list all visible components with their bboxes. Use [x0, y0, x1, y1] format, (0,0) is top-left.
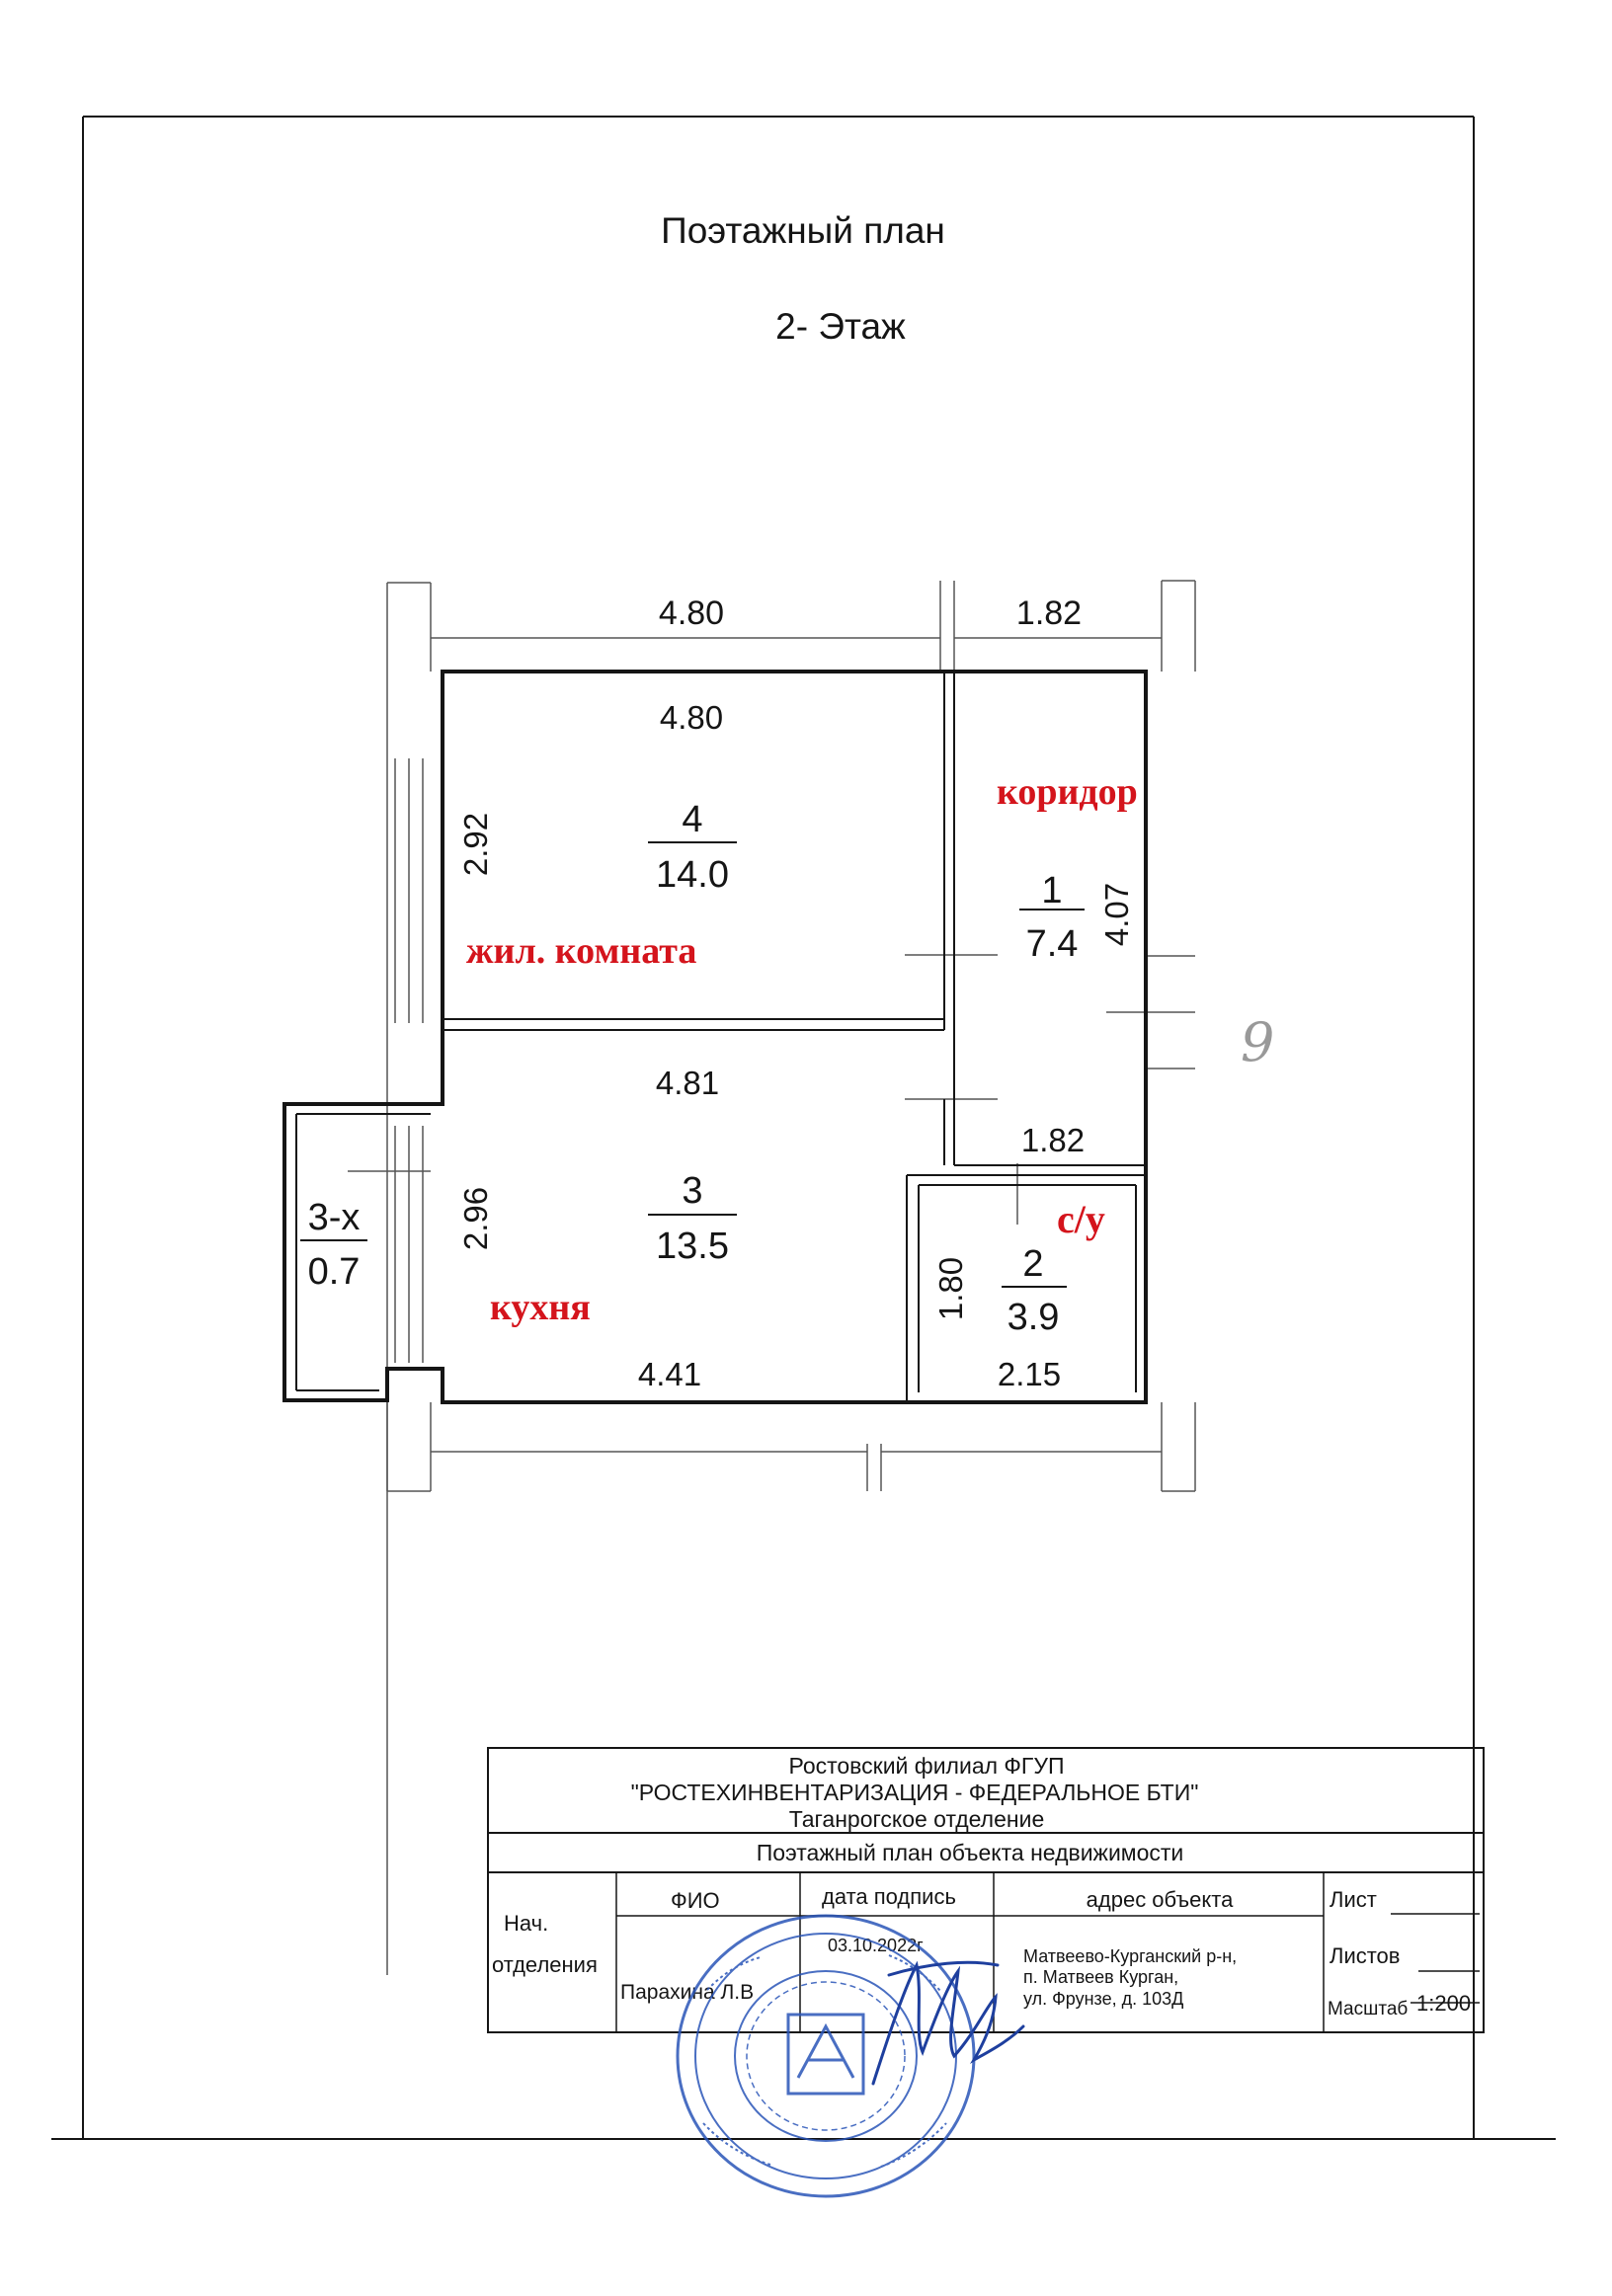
room-3-number: 3	[682, 1170, 703, 1212]
fio-header: ФИО	[671, 1888, 720, 1913]
role-line-2: отделения	[492, 1952, 598, 1977]
room-1-label: коридор	[997, 771, 1138, 813]
address-line-1: Матвеево-Курганский р-н,	[1023, 1946, 1238, 1966]
room-4-label: жил. комната	[466, 930, 697, 972]
balcony-area: 0.7	[307, 1251, 361, 1293]
handwritten-mark: 9	[1241, 1011, 1275, 1073]
dim-outer-top-right: 1.82	[1015, 594, 1083, 632]
room-3-label: кухня	[490, 1287, 591, 1328]
room-3-height: 2.96	[457, 1186, 494, 1251]
room-4-number: 4	[682, 799, 703, 840]
room-4-height: 2.92	[457, 812, 494, 877]
scale-label: Масштаб	[1328, 1999, 1409, 2019]
room-2-width-bottom: 2.15	[997, 1356, 1062, 1392]
role-line-1: Нач.	[504, 1911, 549, 1936]
name-value: Парахина Л.В	[620, 1981, 755, 2004]
address-line-2: п. Матвеев Курган,	[1023, 1967, 1179, 1987]
balcony-number: 3-х	[307, 1197, 361, 1238]
dim-outer-top-left: 4.80	[658, 594, 725, 632]
org-line-1: Ростовский филиал ФГУП	[788, 1753, 1065, 1779]
sheet-label: Лист	[1330, 1887, 1377, 1912]
org-line-3: Таганрогское отделение	[788, 1806, 1045, 1832]
room-2-label: с/у	[1057, 1197, 1105, 1241]
room-3-width-bottom: 4.41	[637, 1356, 702, 1392]
room-4-area: 14.0	[656, 854, 729, 896]
room-2-number: 2	[1022, 1243, 1044, 1285]
date-signature-header: дата подпись	[822, 1884, 956, 1909]
org-line-2: "РОСТЕХИНВЕНТАРИЗАЦИЯ - ФЕДЕРАЛЬНОЕ БТИ"	[630, 1780, 1199, 1805]
official-stamp	[678, 1916, 974, 2196]
address-line-3: ул. Фрунзе, д. 103Д	[1023, 1989, 1184, 2009]
drawing-frame	[51, 117, 1556, 2139]
room-3-area: 13.5	[656, 1226, 729, 1267]
room-3-width-top: 4.81	[655, 1065, 720, 1101]
room-2-width-top: 1.82	[1020, 1122, 1086, 1158]
room-4-width: 4.80	[659, 699, 724, 736]
room-1-height: 4.07	[1098, 882, 1135, 947]
address-header: адрес объекта	[1086, 1887, 1234, 1912]
floor-label: 2- Этаж	[775, 306, 906, 347]
room-1-number: 1	[1041, 870, 1063, 911]
date-value: 03.10.2022г	[828, 1936, 924, 1955]
page-title: Поэтажный план	[661, 210, 945, 251]
room-2-height: 1.80	[932, 1256, 969, 1321]
room-2-area: 3.9	[1007, 1297, 1060, 1338]
room-1-area: 7.4	[1025, 923, 1079, 965]
scale-value: 1:200	[1416, 1991, 1472, 2016]
document-title: Поэтажный план объекта недвижимости	[756, 1840, 1184, 1865]
sheets-label: Листов	[1330, 1943, 1401, 1968]
